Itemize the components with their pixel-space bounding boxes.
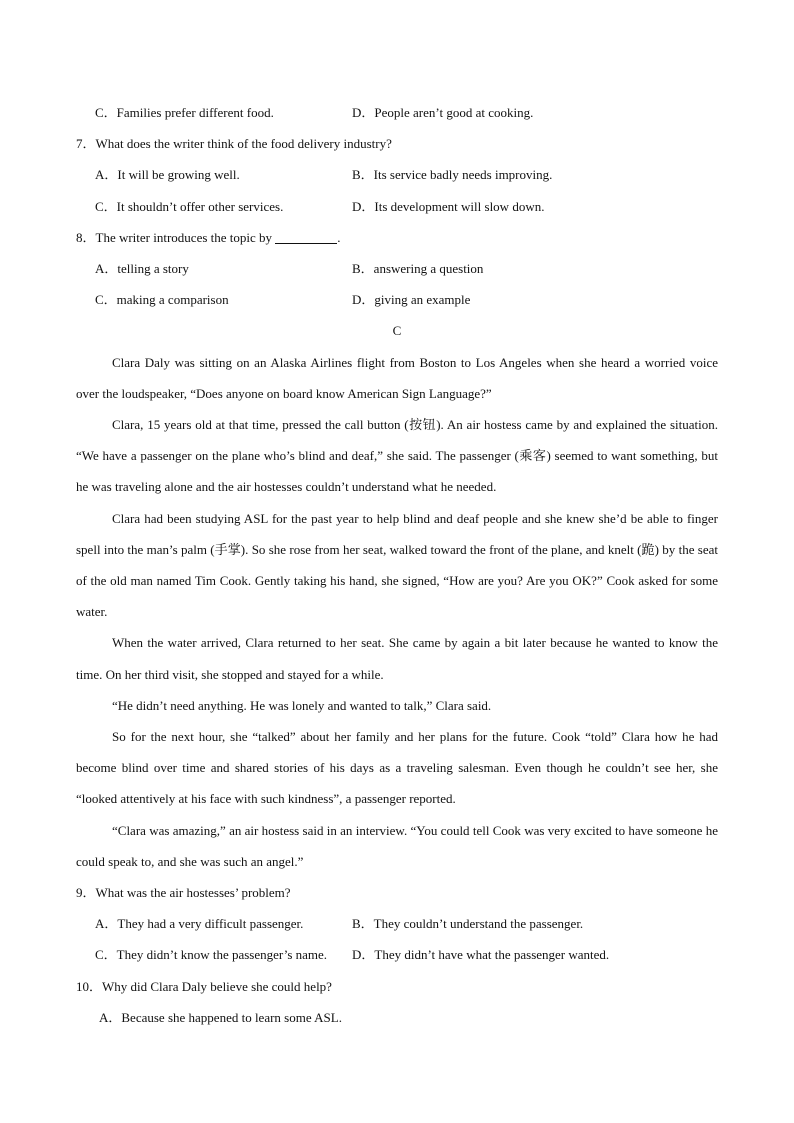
q8-options-cd bbox=[76, 284, 718, 315]
section-c-heading: C bbox=[392, 323, 402, 339]
q9-option-d[interactable]: D．They didn’t have what the passenger wanted. bbox=[352, 947, 610, 963]
q8-option-b[interactable]: B．answering a question bbox=[352, 260, 484, 276]
passage-paragraph-7 bbox=[76, 815, 718, 877]
q10-stem: 10．Why did Clara Daly believe she could help? bbox=[76, 978, 332, 994]
q6-options-cd bbox=[76, 97, 718, 128]
q8-option-c[interactable]: C．making a comparison bbox=[95, 292, 229, 308]
q8-answer-blank[interactable] bbox=[275, 230, 337, 244]
q8-options-ab bbox=[76, 253, 718, 284]
passage-paragraph-6 bbox=[76, 721, 718, 815]
q9-option-c[interactable]: C．They didn’t know the passenger’s name. bbox=[95, 947, 328, 963]
paragraph-text: Clara Daly was sitting on an Alaska Airlines flight from Boston to Los Angeles when she heard a worried voice over the loudspeaker, “Does anyone on board know American Sign Language?” bbox=[76, 354, 718, 401]
q8-option-a[interactable]: A．telling a story bbox=[95, 260, 189, 276]
q6-option-d[interactable]: D．People aren’t good at cooking. bbox=[352, 105, 534, 120]
q7-options-cd bbox=[76, 191, 718, 222]
q9-stem: 9．What was the air hostesses’ problem? bbox=[76, 884, 291, 900]
q8-stem-text: 8．The writer introduces the topic by bbox=[76, 229, 276, 245]
q7-option-b[interactable]: B．Its service badly needs improving. bbox=[352, 167, 553, 183]
paragraph-text: So for the next hour, she “talked” about her family and her plans for the future. Cook “told” Clara how he had become blind over time and shared stories of his days as a traveling salesman. Even though he couldn’t see her, she “looked attentively at his face with such kindness”, a passenger reported. bbox=[76, 728, 718, 807]
passage-paragraph-3 bbox=[76, 503, 718, 628]
passage-paragraph-1 bbox=[76, 347, 718, 409]
q7-options-ab bbox=[76, 159, 718, 190]
q7-option-c[interactable]: C．It shouldn’t offer other services. bbox=[95, 198, 284, 214]
q10-option-a[interactable]: A．Because she happened to learn some ASL. bbox=[99, 1009, 342, 1025]
q8-option-d[interactable]: D．giving an example bbox=[352, 292, 471, 308]
exam-page bbox=[76, 97, 718, 1033]
q8-stem-end: . bbox=[337, 229, 341, 245]
passage-paragraph-2 bbox=[76, 409, 718, 503]
q7-stem: 7．What does the writer think of the food delivery industry? bbox=[76, 136, 392, 152]
q6-option-c[interactable]: C．Families prefer different food. bbox=[95, 105, 274, 120]
q8-stem bbox=[76, 222, 718, 253]
paragraph-text: “Clara was amazing,” an air hostess said in an interview. “You could tell Cook was very excited to have someone he could speak to, and she was such an angel.” bbox=[76, 822, 718, 869]
q9-option-b[interactable]: B．They couldn’t understand the passenger. bbox=[352, 916, 584, 932]
passage-paragraph-5 bbox=[76, 690, 718, 721]
q9-options-cd bbox=[76, 939, 718, 970]
paragraph-text: Clara, 15 years old at that time, pressed the call button (按钮). An air hostess came by and explained the situation. “We have a passenger on the plane who’s blind and deaf,” she said. The passenger (乘客) seemed to want something, but he was traveling alone and the air hostesses couldn’t understand what he needed. bbox=[76, 416, 718, 495]
paragraph-text: Clara had been studying ASL for the past year to help blind and deaf people and she knew she’d be able to finger spell into the man’s palm (手掌). So she rose from her seat, walked toward the front of the plane, and knelt (跪) by the seat of the old man named Tim Cook. Gently taking his hand, she signed, “How are you? Are you OK?” Cook asked for some water. bbox=[76, 510, 718, 620]
passage-paragraph-4 bbox=[76, 627, 718, 689]
paragraph-text: “He didn’t need anything. He was lonely and wanted to talk,” Clara said. bbox=[112, 697, 492, 713]
q9-options-ab bbox=[76, 908, 718, 939]
q7-option-d[interactable]: D．Its development will slow down. bbox=[352, 198, 545, 214]
q7-option-a[interactable]: A．It will be growing well. bbox=[95, 167, 240, 183]
q9-option-a[interactable]: A．They had a very difficult passenger. bbox=[95, 916, 304, 932]
paragraph-text: When the water arrived, Clara returned to her seat. She came by again a bit later because he wanted to know the time. On her third visit, she stopped and stayed for a while. bbox=[76, 635, 718, 682]
